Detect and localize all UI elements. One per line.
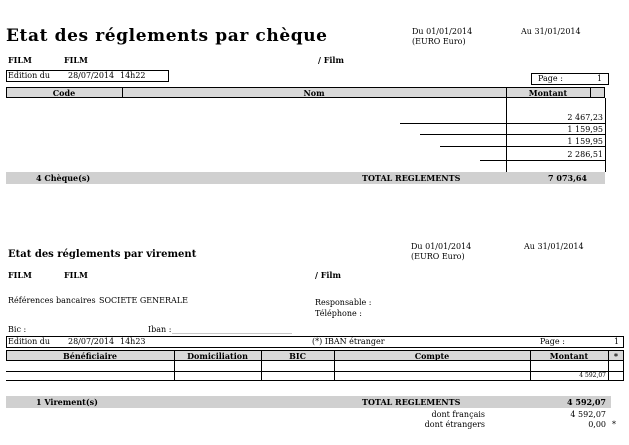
page-number: 1	[597, 74, 603, 83]
table-row: 4 592,07	[579, 372, 606, 379]
edition-time: 14h22	[120, 71, 146, 80]
edition-time: 14h23	[120, 337, 146, 346]
company-activity: / Film	[318, 55, 344, 65]
page-number: 1	[614, 337, 620, 346]
column-header: Code	[52, 88, 76, 98]
company-name: FILM	[64, 55, 88, 65]
table-row: 2 467,23	[567, 113, 603, 122]
total-label: TOTAL REGLEMENTS	[362, 397, 461, 407]
report-title: Etat des réglements par virement	[8, 249, 197, 260]
column-header: Domiciliation	[187, 351, 248, 361]
column-header: Bénéficiaire	[62, 351, 117, 361]
total-amount: 7 073,64	[548, 173, 587, 183]
period-from: Du 01/01/2014	[412, 27, 473, 36]
edition-date: 28/07/2014	[68, 337, 115, 346]
foreign-mark: *	[612, 420, 616, 429]
foreign-amount: 0,00	[588, 420, 606, 429]
french-label: dont français	[431, 410, 485, 419]
edition-label: Edition du	[8, 71, 51, 80]
report-title: Etat des réglements par chèque	[6, 26, 328, 46]
company-name: FILM	[64, 270, 88, 280]
period-to: Au 31/01/2014	[524, 242, 584, 251]
company-activity: / Film	[315, 270, 341, 280]
company-code: FILM	[8, 270, 32, 280]
edition-date: 28/07/2014	[68, 71, 115, 80]
table-row: 1 159,95	[567, 125, 603, 134]
column-header: *	[613, 351, 619, 361]
responsable-label: Responsable :	[315, 298, 372, 307]
iban-label: Iban :	[148, 325, 172, 334]
period-from: Du 01/01/2014	[411, 242, 472, 251]
telephone-label: Téléphone :	[315, 309, 362, 318]
bic-label: Bic :	[8, 325, 27, 334]
virement-count: 1 Virement(s)	[36, 397, 98, 407]
column-header: Montant	[528, 88, 568, 98]
page-label: Page :	[538, 74, 563, 83]
iban-note: (*) IBAN étranger	[312, 337, 385, 346]
french-amount: 4 592,07	[570, 410, 606, 419]
bank-ref-label: Références bancaires	[8, 296, 96, 305]
cheque-count: 4 Chèque(s)	[36, 173, 91, 183]
currency-label: (EURO Euro)	[411, 252, 465, 261]
table-row: 1 159,95	[567, 137, 603, 146]
column-header: Compte	[414, 351, 450, 361]
foreign-label: dont étrangers	[424, 420, 485, 429]
page-label: Page :	[540, 337, 565, 346]
company-code: FILM	[8, 55, 32, 65]
column-header: Montant	[549, 351, 589, 361]
column-header: Nom	[303, 88, 325, 98]
edition-label: Edition du	[8, 337, 51, 346]
period-to: Au 31/01/2014	[521, 27, 581, 36]
bank-name: SOCIETE GENERALE	[99, 296, 188, 305]
total-amount: 4 592,07	[567, 397, 606, 407]
total-label: TOTAL REGLEMENTS	[362, 173, 461, 183]
column-header: BIC	[289, 351, 306, 361]
table-row: 2 286,51	[567, 150, 603, 159]
currency-label: (EURO Euro)	[412, 37, 466, 46]
